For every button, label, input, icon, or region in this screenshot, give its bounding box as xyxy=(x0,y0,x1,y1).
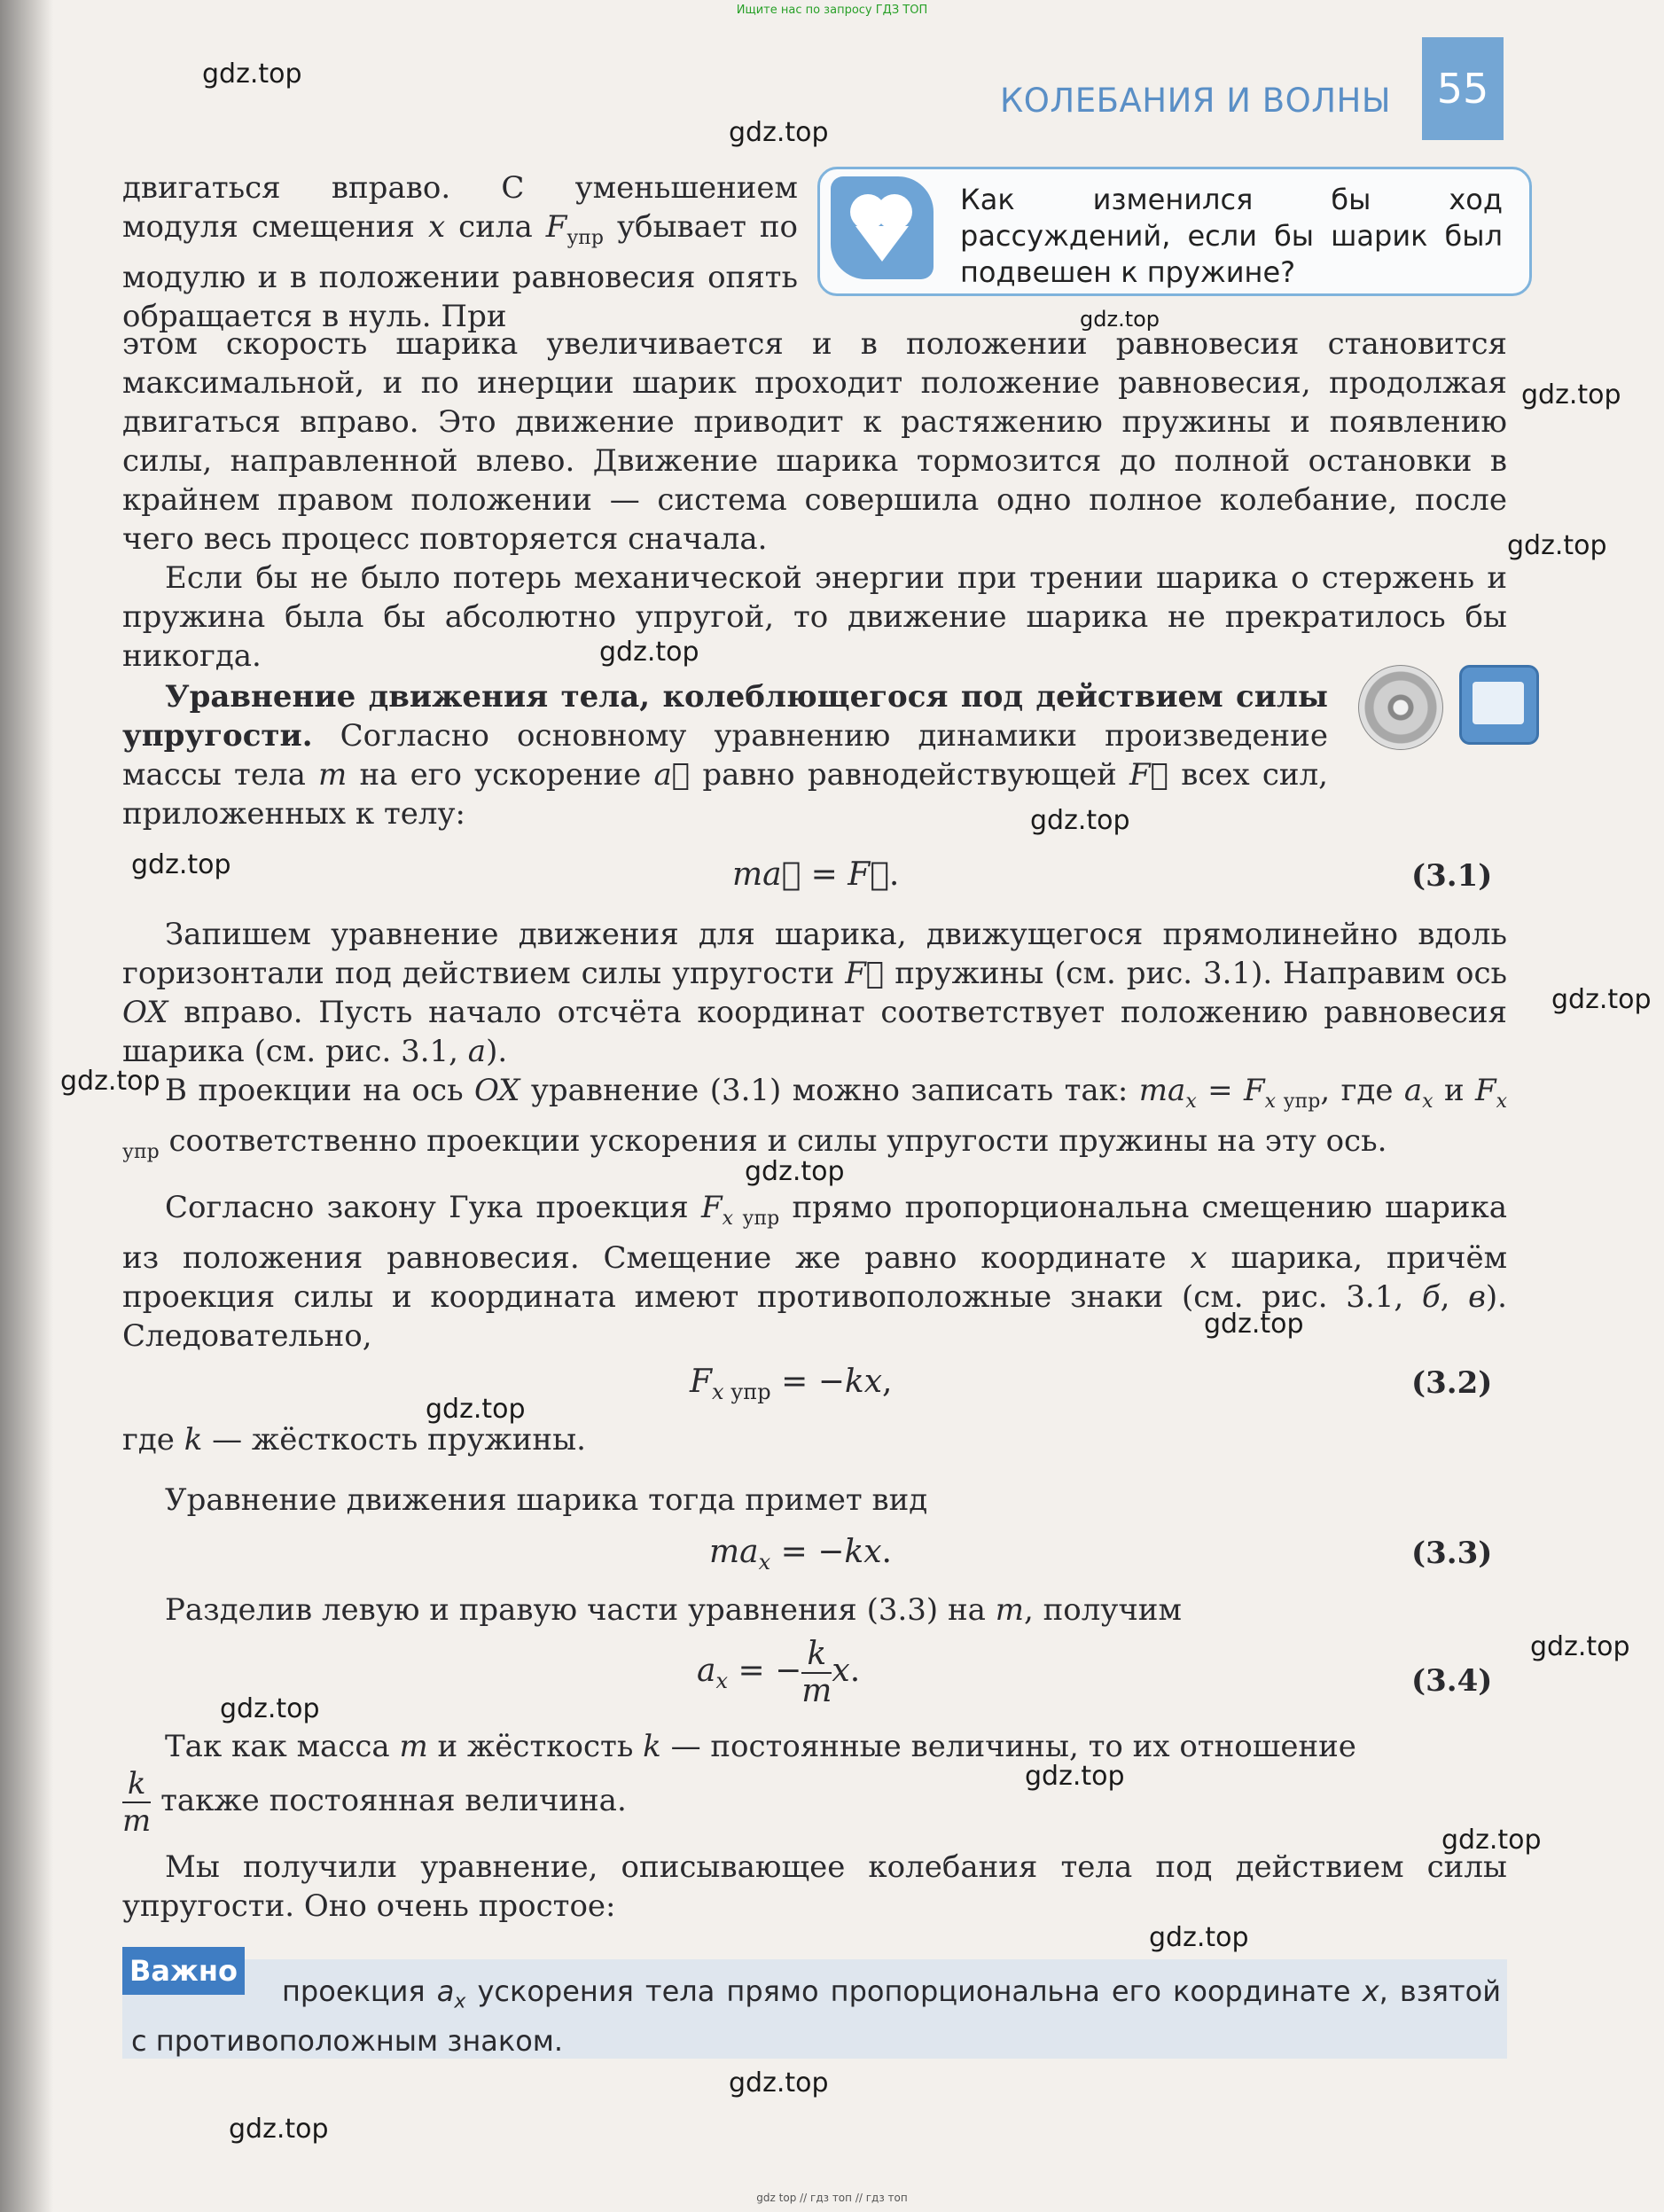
watermark: gdz.top xyxy=(1441,1825,1542,1856)
watermark: gdz.top xyxy=(1025,1761,1125,1792)
watermark: gdz.top xyxy=(229,2114,329,2145)
question-callout xyxy=(817,167,1532,296)
paragraph-10b: $\frac{k}{m}$ также постоянная величина. xyxy=(122,1766,627,1839)
film-clapper-icon[interactable] xyxy=(1459,665,1539,745)
equation-number: (3.4) xyxy=(1411,1663,1493,1699)
book-spine-shadow xyxy=(0,0,53,2212)
formula-3-4: $a_x$ = − $\frac{k}{m}$ x. xyxy=(697,1636,861,1709)
paragraph-10: Так как масса m и жёсткость k — постоянные величины, то их отношение xyxy=(165,1729,1356,1764)
paragraph-1b: этом скорость шарика увеличивается и в положении равновесия становится максимальной, и по инерции шарик проходит положение равновесия, продолжая двигаться вправо. Это движение приводит к растяжению пружины и появлению силы, направленной влево. Движение шарика тормозится до полной остановки в крайнем правом положении — система совершила одно полное колебание, после чего весь процесс повторяется сначала. xyxy=(122,326,1507,557)
paragraph-3: Уравнение движения тела, колеблющегося под действием силы упругости. Согласно основному уравнению динамики произведение массы тела m на его ускорение a⃗ равно равнодействующей F⃗ всех сил, приложенных к телу: xyxy=(122,679,1328,832)
paragraph-1a: двигаться вправо. С уменьшением модуля смещения x сила $F_{упр}$ убывает по модулю и в положении равновесия опять обращается в нуль. При xyxy=(122,170,798,334)
important-label: Важно xyxy=(122,1947,245,1995)
watermark: gdz.top xyxy=(426,1394,526,1425)
equation-number: (3.3) xyxy=(1411,1536,1493,1571)
paragraph-4: Запишем уравнение движения для шарика, движущегося прямолинейно вдоль горизонтали под действием силы упругости F⃗ пружины (см. рис. 3.1). Направим ось OX вправо. Пусть начало отсчёта координат соответствует положению равновесия шарика (см. рис. 3.1, а). xyxy=(122,917,1508,1069)
disc-icon[interactable] xyxy=(1358,665,1443,750)
paragraph-6: Согласно закону Гука проекция $F_{x упр}$ прямо пропорциональна смещению шарика из положения равновесия. Смещение же равно координате x шарика, причём проекция силы и координата имеют противоположные знаки (см. рис. 3.1, б, в). Следовательно, xyxy=(122,1190,1508,1354)
watermark: gdz.top xyxy=(1080,307,1160,332)
equation-number: (3.1) xyxy=(1411,858,1493,894)
watermark: gdz.top xyxy=(729,117,829,148)
bottom-banner: gdz top // гдз топ // гдз топ xyxy=(756,2192,908,2204)
watermark: gdz.top xyxy=(220,1693,320,1724)
watermark: gdz.top xyxy=(1551,984,1652,1015)
watermark: gdz.top xyxy=(1530,1631,1630,1662)
watermark: gdz.top xyxy=(1521,379,1621,410)
formula-3-3: $ma_x = -kx$. xyxy=(709,1534,892,1575)
watermark: gdz.top xyxy=(202,59,302,90)
watermark: gdz.top xyxy=(1507,530,1607,561)
paragraph-9: Разделив левую и правую части уравнения (3.3) на m, получим xyxy=(165,1592,1182,1628)
watermark: gdz.top xyxy=(599,637,699,668)
question-head-icon xyxy=(831,176,934,279)
important-text: проекция $a_x$ ускорения тела прямо пропорциональна его координате x, взятой с противоположным знаком. xyxy=(131,1974,1502,2059)
watermark: gdz.top xyxy=(131,849,231,880)
paragraph-5: В проекции на ось OX уравнение (3.1) можно записать так: $ma_x = F_{x упр}$, где $a_x$ и $F_{x упр}$ соответственно проекции ускорения и силы упругости пружины на эту ось. xyxy=(122,1073,1508,1163)
section-title: КОЛЕБАНИЯ И ВОЛНЫ xyxy=(1000,82,1391,120)
paragraph-8: Уравнение движения шарика тогда примет вид xyxy=(165,1482,928,1518)
paragraph-2: Если бы не было потерь механической энергии при трении шарика о стержень и пружина была бы абсолютно упругой, то движение шарика не прекратилось бы никогда. xyxy=(122,560,1507,674)
callout-text: Как изменился бы ход рассуждений, если бы шарик был подвешен к пружине? xyxy=(960,183,1503,289)
watermark: gdz.top xyxy=(745,1156,845,1187)
watermark: gdz.top xyxy=(1030,805,1130,836)
watermark: gdz.top xyxy=(729,2067,829,2099)
paragraph-7: где k — жёсткость пружины. xyxy=(122,1422,586,1458)
page-number: 55 xyxy=(1422,37,1504,140)
equation-number: (3.2) xyxy=(1411,1365,1493,1401)
watermark: gdz.top xyxy=(1149,1922,1249,1953)
watermark: gdz.top xyxy=(60,1066,160,1097)
paragraph-11: Мы получили уравнение, описывающее колебания тела под действием силы упругости. Оно очень простое: xyxy=(122,1849,1507,1924)
formula-3-2: $F_{x упр} = -kx$, xyxy=(690,1364,893,1405)
watermark: gdz.top xyxy=(1204,1309,1304,1340)
top-banner: Ищите нас по запросу ГДЗ ТОП xyxy=(736,4,928,17)
formula-3-1: ma⃗ = F⃗. xyxy=(732,856,900,893)
